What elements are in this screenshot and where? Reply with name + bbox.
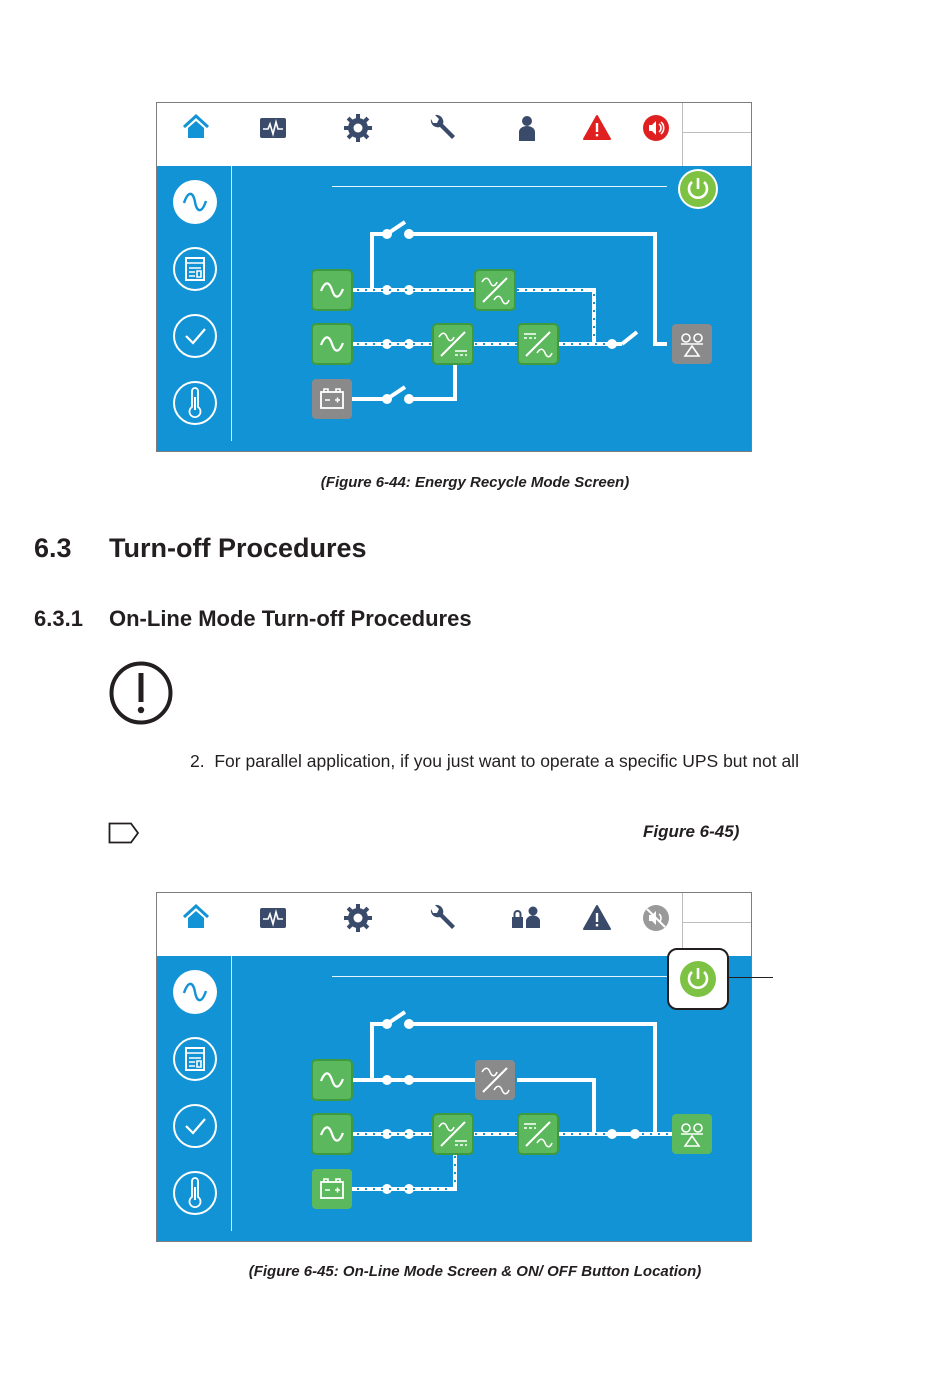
monitor-icon[interactable] <box>256 111 290 145</box>
main-input-module <box>312 1114 352 1154</box>
rectifier-module <box>433 1114 473 1154</box>
screen-toolbar <box>157 893 751 956</box>
battery-module <box>312 379 352 419</box>
list-number: 2. <box>190 751 205 771</box>
user-icon[interactable] <box>510 111 544 145</box>
static-switch-module <box>475 1060 515 1100</box>
home-icon[interactable] <box>179 111 213 145</box>
toolbar-corner <box>682 103 752 166</box>
callout-line <box>728 977 773 978</box>
exclamation-icon <box>108 660 174 726</box>
warning-icon[interactable] <box>580 901 614 935</box>
toolbar-corner <box>682 893 752 956</box>
note-tag-icon <box>108 822 140 844</box>
wrench-icon[interactable] <box>425 111 459 145</box>
bypass-input-module <box>312 1060 352 1100</box>
subsection-title: On-Line Mode Turn-off Procedures <box>109 606 472 631</box>
bypass-input-module <box>312 270 352 310</box>
power-flow-diagram <box>157 956 752 1242</box>
figure-caption: (Figure 6-45: On-Line Mode Screen & ON/ OFF Button Location) <box>248 1263 702 1280</box>
main-input-module <box>312 324 352 364</box>
rectifier-module <box>433 324 473 364</box>
figure-caption: (Figure 6-44: Energy Recycle Mode Screen) <box>320 474 630 491</box>
screen-toolbar <box>157 103 751 166</box>
energy-recycle-screen <box>156 102 752 452</box>
speaker-icon[interactable] <box>639 111 673 145</box>
section-title: Turn-off Procedures <box>109 533 367 563</box>
lock-user-icon[interactable] <box>510 901 544 935</box>
home-icon[interactable] <box>179 901 213 935</box>
settings-gear-icon[interactable] <box>341 901 375 935</box>
power-flow-diagram <box>157 166 752 452</box>
warning-icon[interactable] <box>580 111 614 145</box>
section-heading <box>34 533 367 564</box>
figure-reference: Figure 6-45) <box>643 822 740 841</box>
list-item <box>190 751 799 772</box>
load-module <box>672 1114 712 1154</box>
online-mode-screen <box>156 892 752 1242</box>
inverter-module <box>518 324 558 364</box>
list-text: For parallel application, if you just want to operate a specific UPS but not all <box>214 751 799 771</box>
subsection-number: 6.3.1 <box>34 606 83 631</box>
wrench-icon[interactable] <box>425 901 459 935</box>
inverter-module <box>518 1114 558 1154</box>
static-switch-module <box>475 270 515 310</box>
mute-icon[interactable] <box>639 901 673 935</box>
subsection-heading <box>34 606 472 632</box>
screen-body <box>157 956 751 1241</box>
section-number: 6.3 <box>34 533 72 563</box>
monitor-icon[interactable] <box>256 901 290 935</box>
settings-gear-icon[interactable] <box>341 111 375 145</box>
screen-body <box>157 166 751 451</box>
battery-module <box>312 1169 352 1209</box>
load-module <box>672 324 712 364</box>
